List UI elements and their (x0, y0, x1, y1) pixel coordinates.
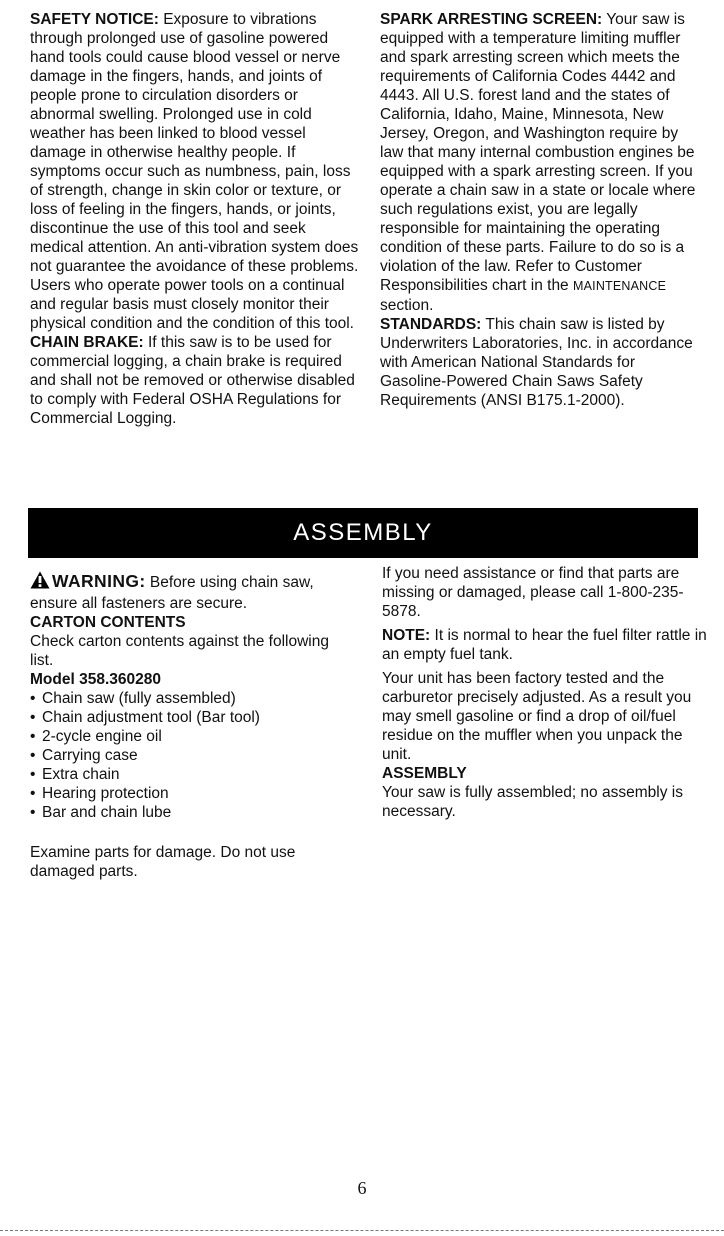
standards-paragraph (380, 315, 705, 410)
assembly-banner-title: ASSEMBLY (293, 519, 433, 546)
list-item: • Extra chain (30, 765, 350, 784)
safety-notice-heading: SAFETY NOTICE: (30, 11, 159, 28)
spark-arresting-heading: SPARK ARRESTING SCREEN: (380, 11, 603, 28)
list-item: • Chain saw (fully assembled) (30, 689, 350, 708)
warning-heading: WARNING: (52, 571, 146, 591)
spacer (30, 822, 350, 843)
carton-contents-list (30, 689, 350, 822)
list-item: • 2-cycle engine oil (30, 727, 350, 746)
footer-divider (0, 1230, 724, 1231)
assembly-heading: ASSEMBLY (382, 765, 467, 782)
warning-text: Before using chain saw, ensure all fasteners are secure. (30, 574, 314, 612)
factory-tested-text: Your unit has been factory tested and the carburetor precisely adjusted. As a result you may smell gasoline or find a drop of oil/fuel residue on the muffler when you unpack the unit. (382, 670, 692, 763)
carton-contents-heading: CARTON CONTENTS (30, 614, 186, 631)
model-number: Model 358.360280 (30, 671, 161, 688)
list-item: • Hearing protection (30, 784, 350, 803)
standards-heading: STANDARDS: (380, 316, 482, 333)
assembly-text: Your saw is fully assembled; no assembly is necessary. (382, 784, 683, 820)
column-top-right (380, 10, 705, 410)
assistance-text: If you need assistance or find that parts are missing or damaged, please call 1-800-235-5878. (382, 565, 684, 620)
spark-arresting-text: Your saw is equipped with a temperature limiting muffler and spark arresting screen which meets the requirements of California Codes 4442 and 4443. All U.S. forest land and the states of California, Idaho, Maine, Minnesota, New Jersey, Oregon, and Washington require by law that many internal combustion engines be equipped with a spark arresting screen. If you operate a chain saw in a state or locale where such regulations exist, you are legally responsible for maintaining the operating condition of these parts. Failure to do so is a violation of the law. Refer to Customer Responsibilities chart in the (380, 11, 696, 294)
column-bottom-left (30, 571, 350, 881)
chain-brake-paragraph (30, 333, 360, 428)
column-bottom-right (382, 564, 707, 821)
page-number: 6 (357, 1178, 367, 1198)
examine-parts-text: Examine parts for damage. Do not use damaged parts. (30, 844, 296, 880)
safety-notice-paragraph (30, 10, 360, 333)
column-top-left (30, 10, 360, 428)
spark-arresting-text-end: section. (380, 297, 434, 314)
maintenance-reference: MAINTENANCE (573, 279, 667, 293)
safety-notice-text: Exposure to vibrations through prolonged use of gasoline powered hand tools could cause blood vessel or nerve damage in the fingers, hands, and joints of people prone to circulation disorders or abnormal swelling. Prolonged use in cold weather has been linked to blood vessel damage in otherwise healthy people. If symptoms occur such as numbness, pain, loss of strength, change in skin color or texture, or loss of feeling in the fingers, hands, or joints, discontinue the use of this tool and seek medical attention. An anti-vibration system does not guarantee the avoidance of these problems. Users who operate power tools on a continual and regular basis must closely monitor their physical condition and the condition of this tool. (30, 11, 359, 332)
note-text: It is normal to hear the fuel filter rattle in an empty fuel tank. (382, 627, 707, 663)
warning-triangle-icon (30, 571, 50, 594)
assembly-banner (28, 508, 698, 558)
standards-text: This chain saw is listed by Underwriters Laboratories, Inc. in accordance with American National Standards for Gasoline-Powered Chain Saws Safety Requirements (ANSI B175.1-2000). (380, 316, 693, 409)
note-heading: NOTE: (382, 627, 431, 644)
chain-brake-text: If this saw is to be used for commercial logging, a chain brake is required and shall not be removed or otherwise disabled to comply with Federal OSHA Regulations for Commercial Logging. (30, 334, 355, 427)
list-item: • Bar and chain lube (30, 803, 350, 822)
list-item: • Chain adjustment tool (Bar tool) (30, 708, 350, 727)
carton-contents-intro: Check carton contents against the following list. (30, 633, 329, 669)
spark-arresting-paragraph (380, 10, 705, 315)
chain-brake-heading: CHAIN BRAKE: (30, 334, 144, 351)
note-paragraph (382, 626, 707, 664)
list-item: • Carrying case (30, 746, 350, 765)
warning-paragraph (30, 571, 350, 613)
